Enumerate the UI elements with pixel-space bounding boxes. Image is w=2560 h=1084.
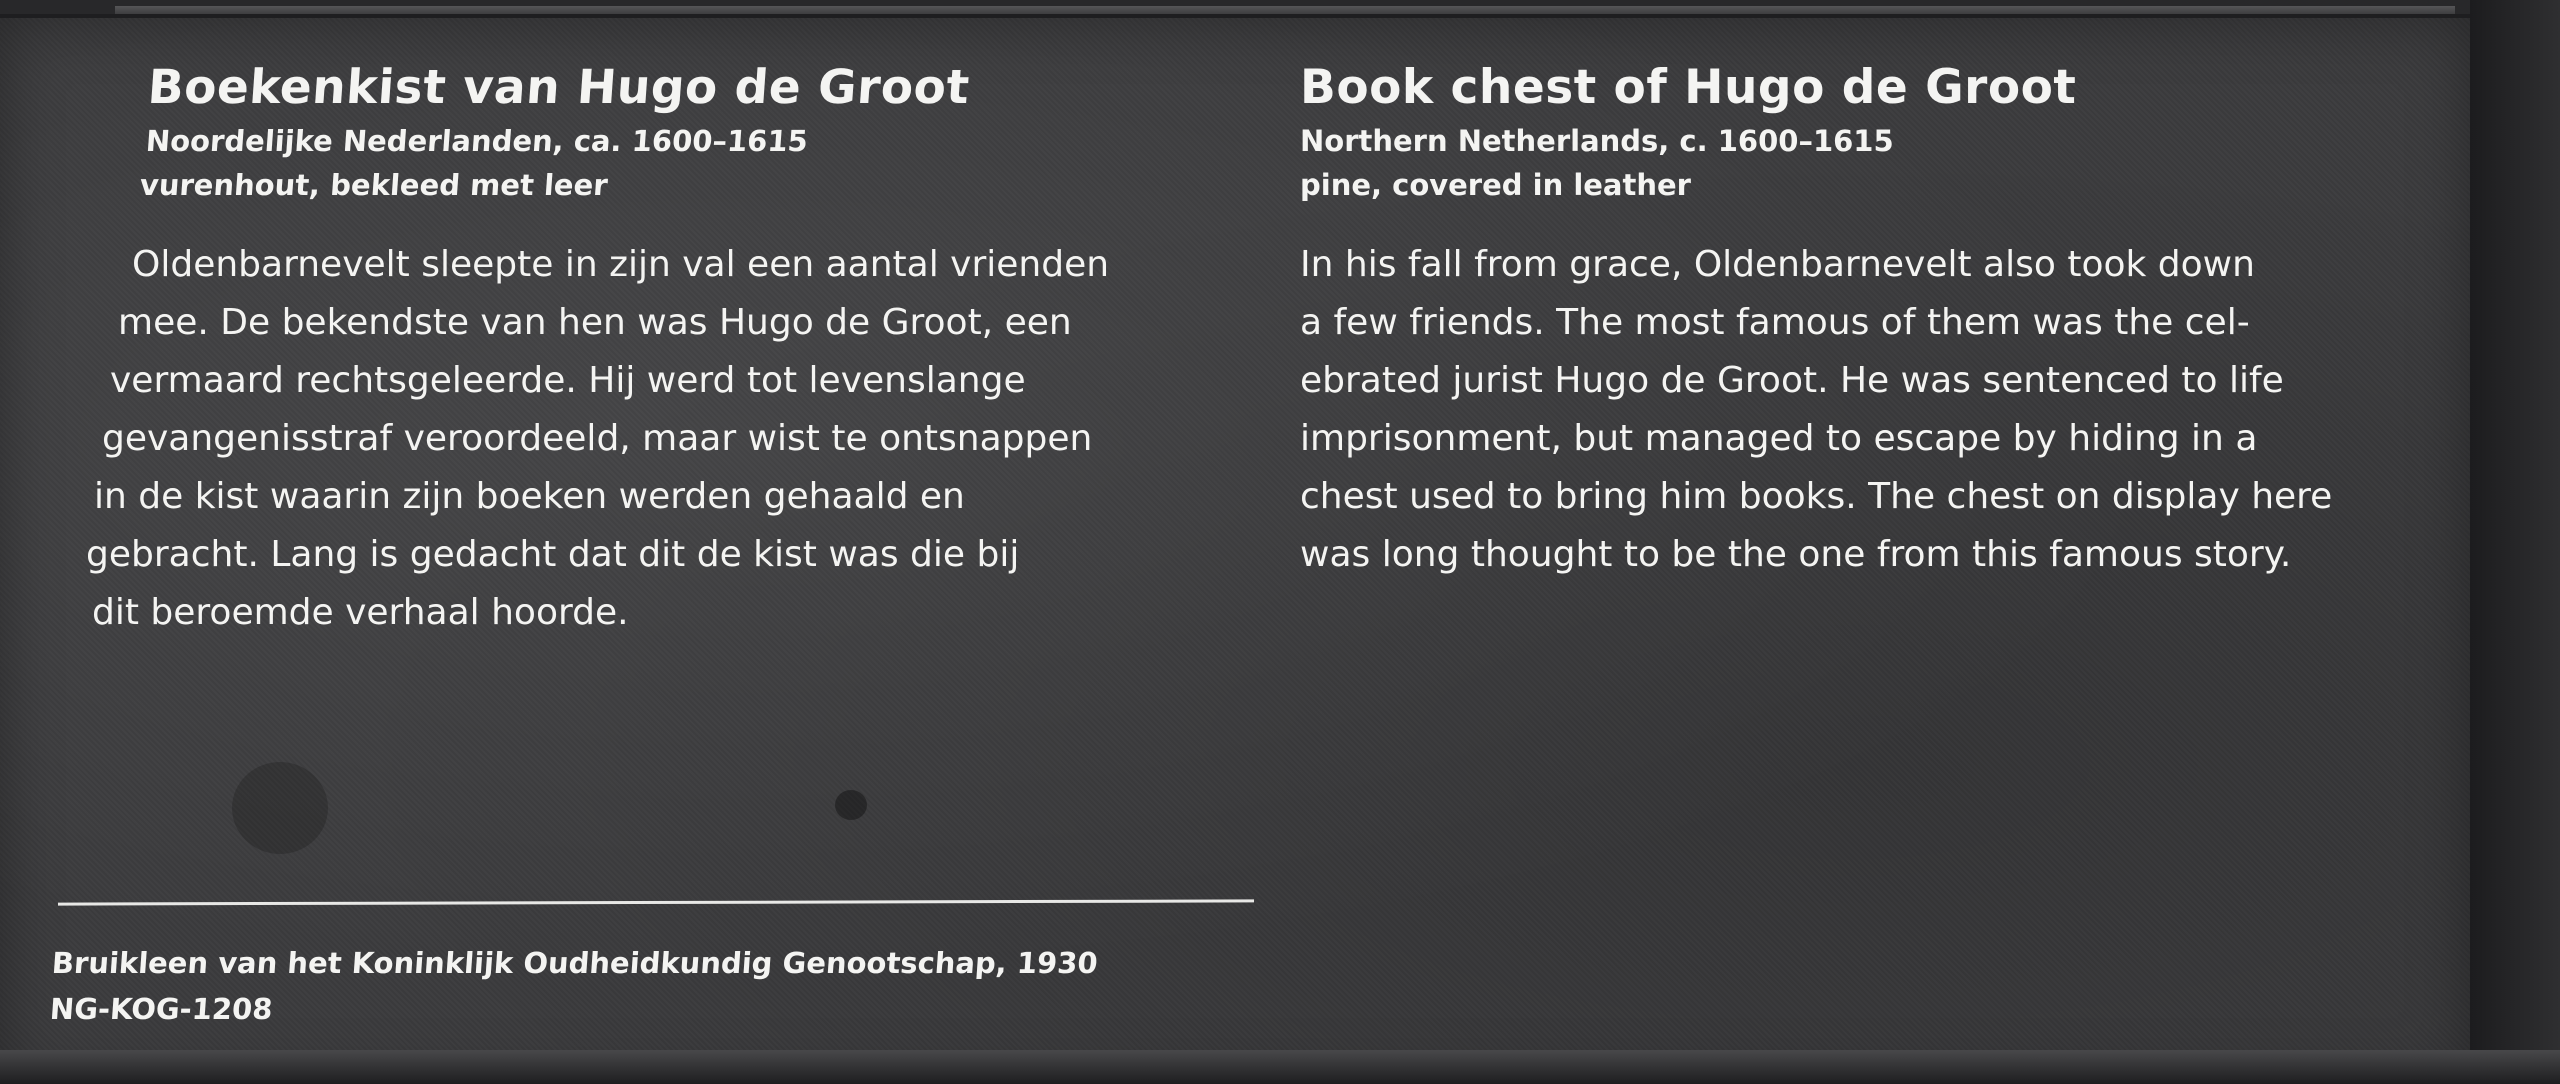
dutch-body-line: gevangenisstraf veroordeeld, maar wist te ontsnappen bbox=[102, 418, 1093, 459]
plaque-right-edge bbox=[2470, 0, 2560, 1084]
english-body-text bbox=[1300, 236, 2332, 584]
dutch-subtitle-origin: Noordelijke Nederlanden, ca. 1600–1615 bbox=[144, 124, 809, 158]
plaque-bottom-edge bbox=[0, 1050, 2560, 1084]
english-body-line: a few friends. The most famous of them was the cel- bbox=[1300, 302, 2250, 343]
dutch-subtitle-material: vurenhout, bekleed met leer bbox=[138, 168, 609, 202]
english-body-line: chest used to bring him books. The chest on display here bbox=[1300, 476, 2333, 517]
dutch-body-line: Oldenbarnevelt sleepte in zijn val een aantal vrienden bbox=[132, 244, 1110, 285]
divider-line bbox=[58, 899, 1254, 905]
english-body-line: In his fall from grace, Oldenbarnevelt also took down bbox=[1300, 244, 2255, 285]
english-subtitle-origin: Northern Netherlands, c. 1600–1615 bbox=[1300, 124, 1894, 158]
dutch-body-line: mee. De bekendste van hen was Hugo de Groot, een bbox=[118, 302, 1072, 343]
english-body-line: imprisonment, but managed to escape by hiding in a bbox=[1300, 418, 2258, 459]
loan-credit: Bruikleen van het Koninklijk Oudheidkundig Genootschap, 1930 bbox=[50, 946, 1099, 980]
dutch-body-line: in de kist waarin zijn boeken werden gehaald en bbox=[94, 476, 965, 517]
dutch-title: Boekenkist van Hugo de Groot bbox=[146, 60, 972, 115]
dutch-body-line: vermaard rechtsgeleerde. Hij werd tot levenslange bbox=[110, 360, 1026, 401]
museum-label-plaque bbox=[0, 14, 2470, 1084]
dutch-body-text bbox=[86, 236, 1110, 642]
english-title: Book chest of Hugo de Groot bbox=[1300, 60, 2077, 115]
surface-spot bbox=[835, 790, 867, 820]
surface-spot bbox=[232, 762, 328, 854]
english-body-line: was long thought to be the one from this famous story. bbox=[1300, 534, 2292, 575]
dutch-body-line: gebracht. Lang is gedacht dat dit de kist was die bij bbox=[86, 534, 1020, 575]
english-body-line: ebrated jurist Hugo de Groot. He was sentenced to life bbox=[1300, 360, 2284, 401]
english-subtitle-material: pine, covered in leather bbox=[1300, 168, 1691, 202]
dutch-body-line: dit beroemde verhaal hoorde. bbox=[92, 592, 629, 633]
object-number: NG-KOG-1208 bbox=[48, 992, 274, 1026]
